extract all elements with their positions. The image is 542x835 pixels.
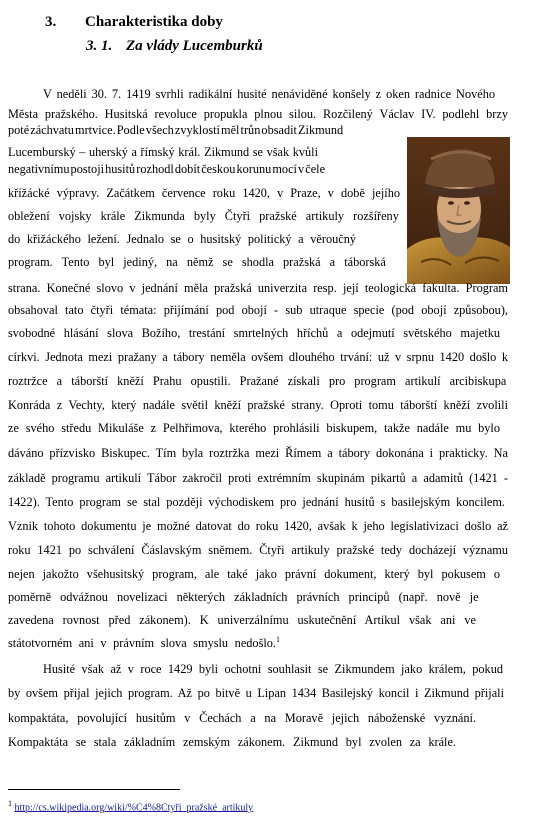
section-title: Za vlády Lucemburků — [126, 38, 263, 54]
text-line — [8, 542, 508, 558]
text-line-content: obležení vojsky krále Zikmunda byly Čtyři pražské artikuly rozšířeny — [8, 209, 399, 223]
text-line-content: strana. Konečné slovo v jednání měla pražská univerzita resp. její teologická fakulta. Program — [8, 281, 508, 295]
text-line-content: poté záchvatu mrtvice. Podle všech zvyklostí měl trůn obsadit Zikmund — [8, 123, 344, 137]
footnote-link[interactable]: http://cs.wikipedia.org/wiki/%C4%8Ctyři_pražské_artikuly — [14, 802, 254, 814]
text-line — [8, 445, 508, 461]
text-line-content: Města pražského. Husitská revoluce propukla plnou silou. Rozčilený Václav IV. podlehl brzy — [8, 107, 508, 121]
footnote-divider — [8, 789, 180, 790]
text-line-content: základě programu artikulí Tábor zakročil proti extrémním skupinám pikartů a adamitů (1421 - — [8, 471, 508, 485]
text-line-content: kompaktáta, povolující husitům v Čechách a na Moravě jejich náboženské vyznání. — [8, 711, 476, 725]
text-line — [8, 122, 343, 138]
text-line — [8, 470, 508, 486]
text-line-content: do křižáckého ležení. Jednalo se o husitský politický a věroučný — [8, 232, 356, 246]
text-line — [43, 86, 495, 102]
text-line-content: program. Tento byl jediný, na němž se shodla pražská a táborská — [8, 255, 386, 269]
text-line-content: by ovšem přijal jejich program. Až po bitvě u Lipan 1434 Basilejský koncil i Zikmund přijali — [8, 686, 504, 700]
section-number: 3. 1. — [86, 38, 113, 54]
text-line — [8, 349, 508, 365]
text-line-content: Husité však až v roce 1429 byli ochotni souhlasit se Zikmundem jako králem, pokud — [43, 662, 503, 676]
text-line — [8, 254, 386, 270]
text-line-content: Kompaktáta se stala základním zemským zákonem. Zikmund byl zvolen za krále. — [8, 735, 456, 749]
text-line-content: Konráda z Vechty, který nadále světil kněží pražské strany. Oproti tomu táborští kněží zvolili — [8, 398, 508, 412]
text-line — [8, 106, 508, 122]
text-line — [8, 589, 479, 605]
text-line-content: zavedena rovnost před zákonem). K univerzálnímu uskutečnění Artikul však ani ve — [8, 613, 476, 627]
footnote — [8, 799, 253, 813]
text-line — [8, 280, 508, 296]
text-line — [8, 710, 476, 726]
text-line-content: svobodné hlásání slova Božího, trestání smrtelných hříchů a odejmutí světského majetku — [8, 326, 500, 340]
text-line-content: poměrně odvážnou novelizaci některých základních právních principů (např. nově je — [8, 590, 479, 604]
chapter-heading — [45, 14, 223, 31]
text-line-content: obsahoval tato čtyři témata: přijímání pod obojí - sub utraque specie (pod obojí způsobou), — [8, 303, 508, 317]
text-line — [8, 144, 318, 160]
text-line — [43, 661, 503, 677]
chapter-title: Charakteristika doby — [85, 14, 223, 30]
text-line — [8, 302, 508, 318]
footnote-marker: 1 — [276, 634, 280, 644]
text-line-content: roku 1421 po schválení Čáslavským sněmem. Čtyři artikuly pražské tedy docházejí významu — [8, 543, 508, 557]
text-line-content: dáváno přízvisko Biskupec. Tím byla roztržka mezi Římem a tábory dokonána i prakticky. Na — [8, 446, 508, 460]
text-line-content: nejen jakožto všehusitský program, ale také jako právní dokument, který byl pokusem o — [8, 567, 500, 581]
text-line-content: 1422). Tento program se stal později východiskem pro jednání husitů s basilejským koncilem. — [8, 495, 505, 509]
text-line-content: Lucemburský – uherský a římský král. Zikmund se však kvůli — [8, 145, 318, 159]
text-line-content: V neděli 30. 7. 1419 svrhli radikální husité nenáviděné konšely z oken radnice Nového — [43, 87, 495, 101]
text-line — [8, 185, 400, 201]
text-line-content: křížácké výpravy. Začátkem července roku 1420, v Praze, v době jejího — [8, 186, 400, 200]
text-line — [8, 420, 500, 436]
chapter-number: 3. — [45, 14, 57, 30]
text-line — [8, 494, 505, 510]
text-line — [8, 397, 508, 413]
footnote-number: 1 — [8, 799, 12, 808]
text-line — [8, 231, 356, 247]
portrait-image — [407, 137, 510, 284]
text-line-content: státotvorném ani v právním slova smyslu nedošlo. — [8, 636, 276, 650]
text-line — [8, 161, 325, 177]
text-line — [8, 685, 504, 701]
text-line-content: roztržce a táborští kněží Prahu opustili. Pražané získali pro program artikulí arcibiskupa — [8, 374, 507, 388]
text-line — [8, 635, 280, 651]
text-line — [8, 734, 456, 750]
text-line — [8, 373, 506, 389]
text-line — [8, 208, 399, 224]
text-line-content: Vznik tohoto dokumentu je možné datovat do roku 1420, avšak k jeho legislativizaci došlo až — [8, 519, 508, 533]
text-line — [8, 566, 500, 582]
section-heading — [86, 38, 263, 55]
text-line — [8, 325, 500, 341]
text-line-content: církvi. Jednota mezi pražany a tábory neměla ovšem dlouhého trvání: už v srpnu 1420 došlo k — [8, 350, 508, 364]
text-line-content: ze svého středu Mikuláše z Pelhřimova, kterého prohlásili biskupem, takže nadále mu bylo — [8, 421, 500, 435]
text-line — [8, 518, 508, 534]
text-line — [8, 612, 476, 628]
text-line-content: negativnímu postoji husitů rozhodl dobít českou korunu mocí v čele — [8, 162, 326, 176]
